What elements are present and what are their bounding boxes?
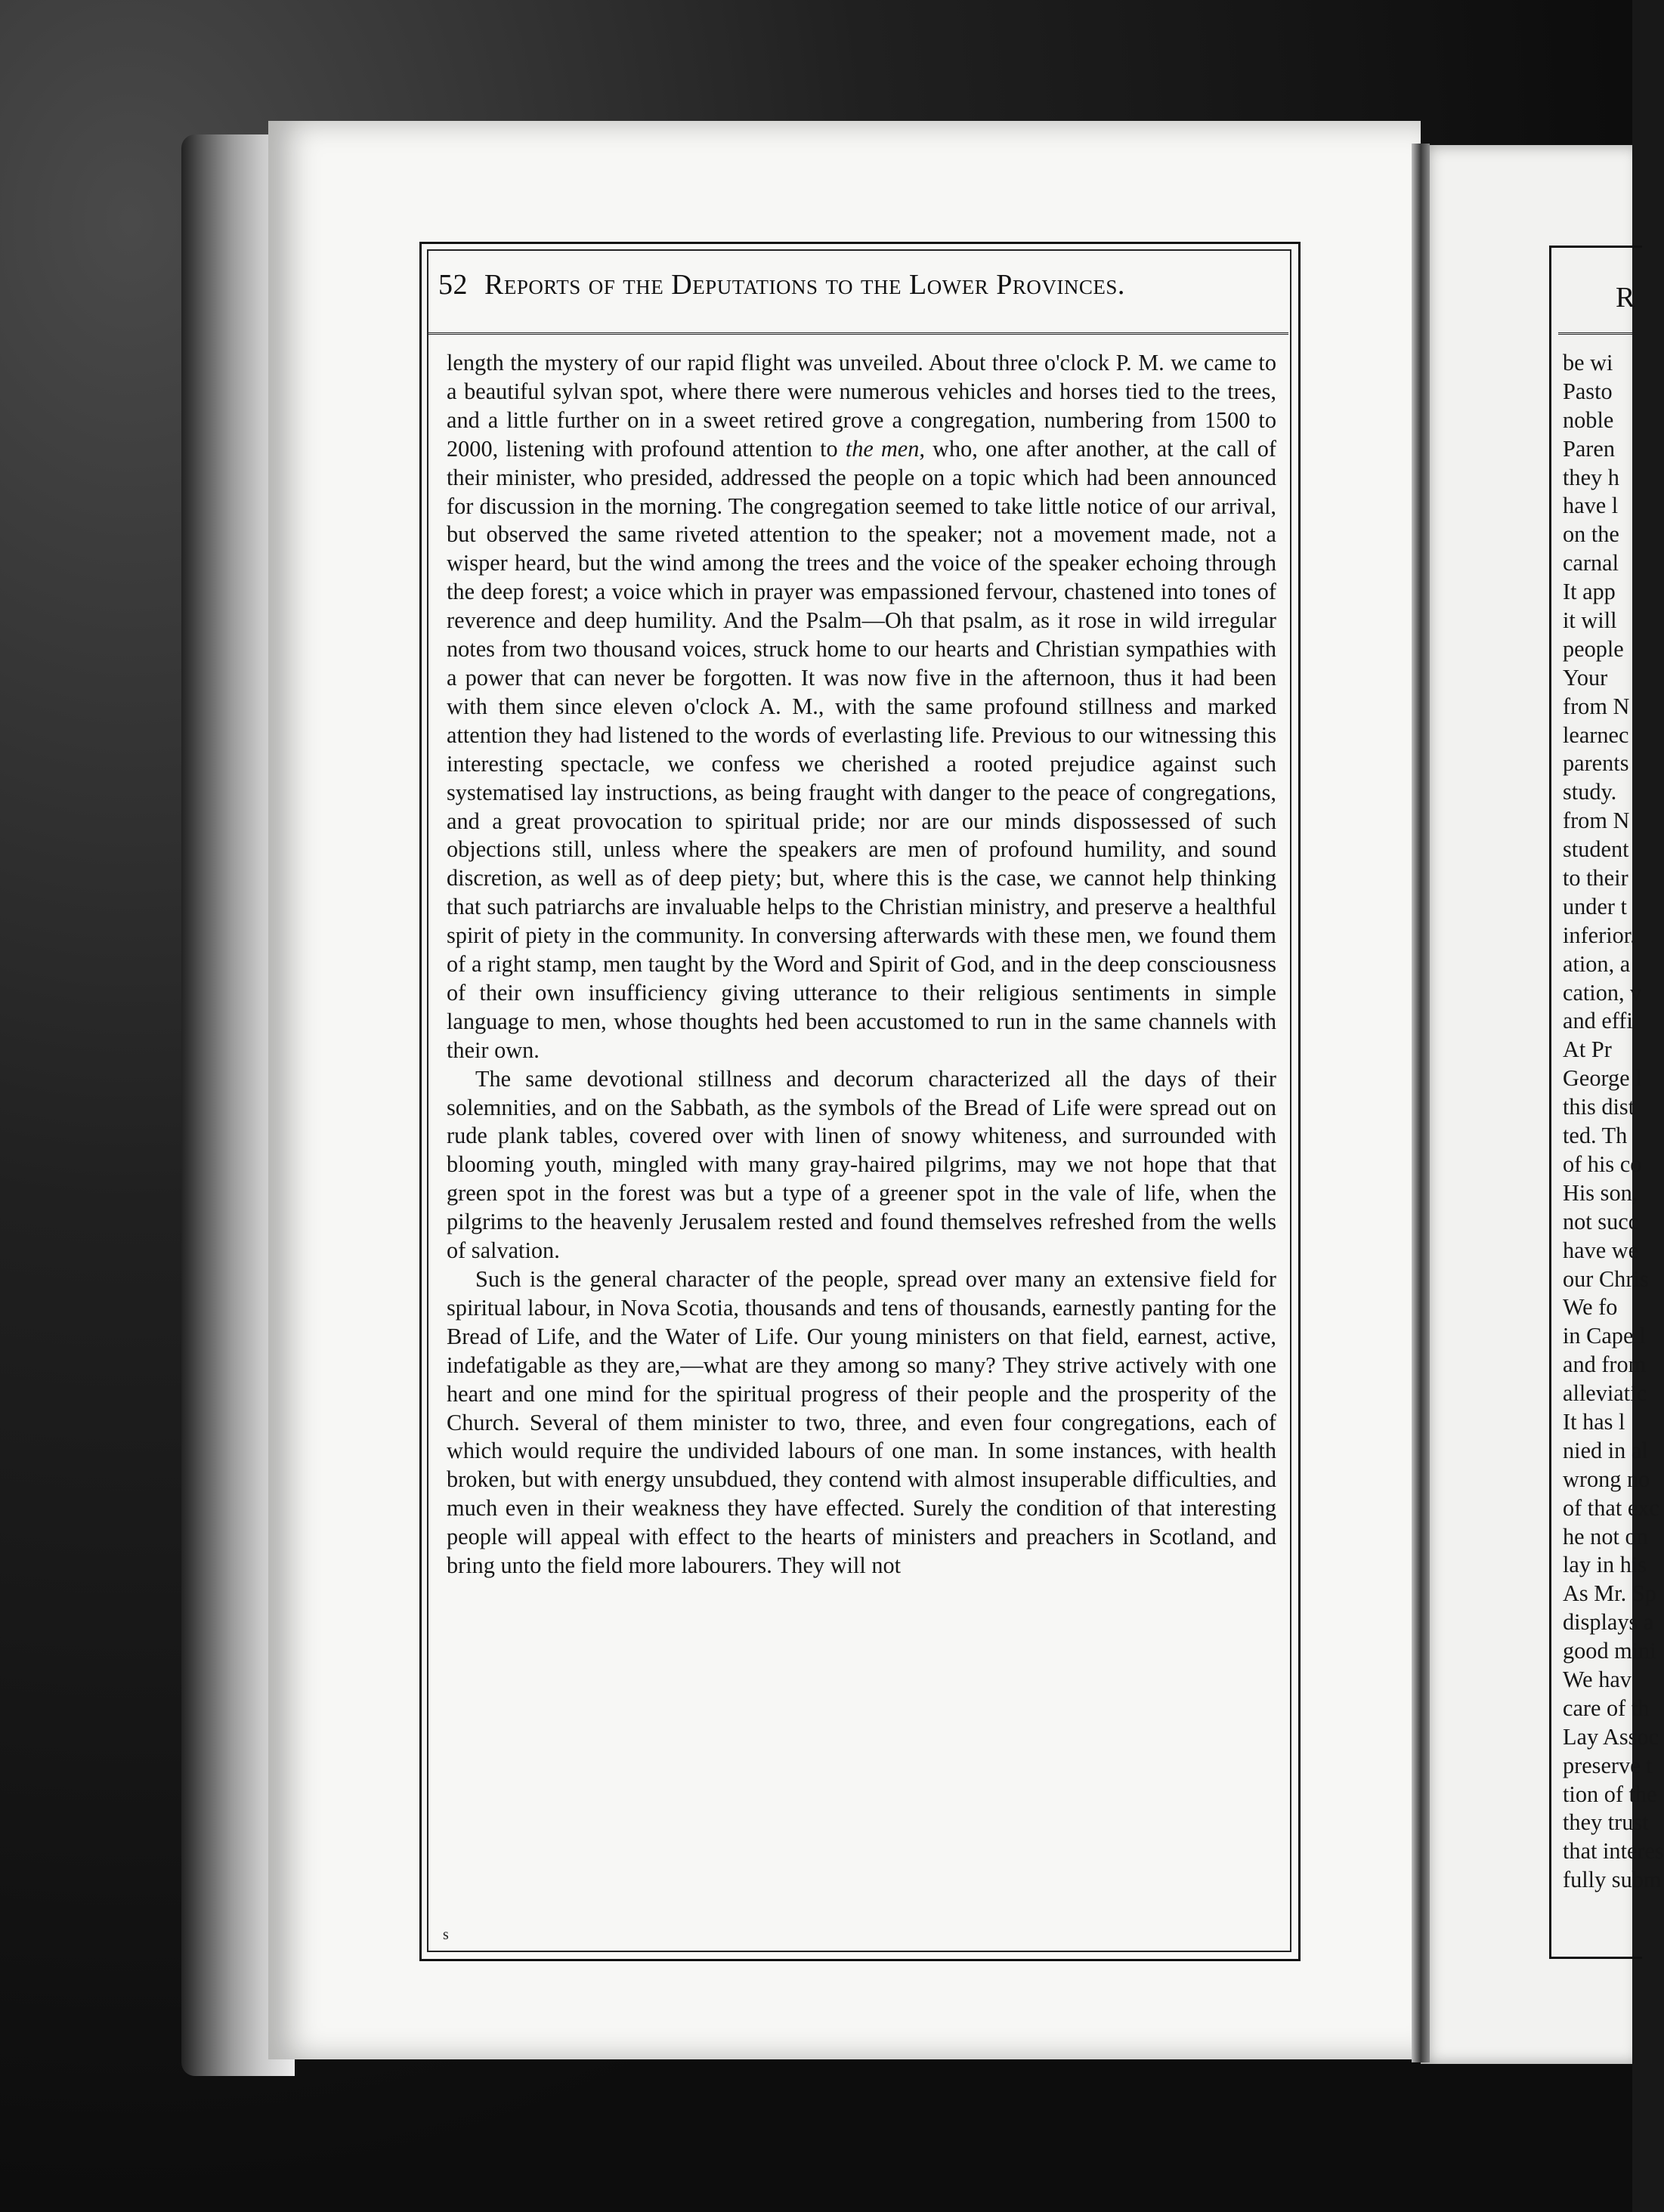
text-run: length the mystery of our rapid flight was unveiled. About three o'clock P. M. we came to a beautiful sylvan spot, where there were numerous vehicles and horses tied to the trees, and a little further on in a sweet retired grove a congregation, numbering from 1500 to 2000, listening with profound attention to <box>447 350 1276 462</box>
right-page-line: His son, <box>1563 1179 1638 1206</box>
italic-text: the men, <box>845 435 925 462</box>
right-page-line: have we <box>1563 1237 1639 1263</box>
right-page-line: they h <box>1563 464 1619 490</box>
running-head <box>438 268 1277 314</box>
paragraph <box>447 1065 1276 1265</box>
right-page-line: noble <box>1563 406 1614 433</box>
right-page-line: this dist <box>1563 1094 1635 1120</box>
right-page-line: be wi <box>1563 350 1613 375</box>
right-page-line: tion of the <box>1563 1781 1657 1807</box>
right-page-line: they trust <box>1563 1809 1649 1836</box>
page-number: 52 <box>438 269 468 301</box>
right-page-line: carnal <box>1563 550 1619 576</box>
running-title: Reports of the Deputations to the Lower Provinces. <box>484 269 1125 301</box>
right-page-line: preserve t <box>1563 1752 1653 1778</box>
right-page-line: not succ <box>1563 1208 1639 1234</box>
right-page-line: lay in his <box>1563 1552 1647 1578</box>
right-page-line: parents <box>1563 750 1629 777</box>
right-page-line: cation, v <box>1563 979 1642 1006</box>
right-page-line: learnec <box>1563 721 1629 748</box>
right-header-rule <box>1558 332 1632 335</box>
right-page-line: We fo <box>1563 1294 1618 1321</box>
text-run: The same devotional stillness and decorum characterized all the days of their solemnities, and on the Sabbath, as the symbols of the Bread of Life were spread out on rude plank tables, covered over with linen of snowy whiteness, and surrounded with blooming youth, mingled with many gray-haired pilgrims, may we not hope that that green spot in the forest was but a type of a greener spot in the vale of life, when the pilgrims to the heavenly Jerusalem rested and found themselves refreshed from the wells of salvation. <box>447 1065 1276 1264</box>
right-page-line: from N <box>1563 808 1630 834</box>
paragraph <box>447 1265 1276 1580</box>
right-page-line: and effi <box>1563 1008 1633 1034</box>
right-page-line: As Mr. Sp <box>1563 1580 1656 1607</box>
right-page-text <box>1563 349 1664 1895</box>
right-page-line: nied in al <box>1563 1437 1648 1463</box>
text-run: Such is the general character of the people, spread over many an extensive field for spiritual labour, in Nova Scotia, thousands and tens of thousands, earnestly panting for the Bread of Life, and the Water of Life. Our young ministers on that field, earnest, active, indefatigable as they are,—what are they among so many? They strive actively with one heart and one mind for the spiritual progress of their people and the prosperity of the Church. Several of them minister to two, three, and even four congregations, each of which would require the undivided labours of one man. In some instances, with health broken, but with energy unsubdued, they contend with almost insuperable difficulties, and much even in their weakness they have effected. Surely the condition of that interesting people will appeal with effect to the hearts of ministers and preachers in Scotland, and bring unto the field more labourers. They will not <box>447 1266 1276 1579</box>
right-running-head: R <box>1616 282 1635 314</box>
right-page-line: under t <box>1563 893 1627 919</box>
right-page-line: It has l <box>1563 1408 1625 1435</box>
right-page-line: and from <box>1563 1352 1647 1378</box>
right-page-line: it will <box>1563 607 1617 634</box>
right-page-line: he not on <box>1563 1523 1648 1549</box>
right-page-line: We hav <box>1563 1666 1632 1692</box>
right-page-line: people <box>1563 635 1624 662</box>
footer-mark: s <box>443 1926 449 1943</box>
right-page-line: fully subm <box>1563 1867 1662 1893</box>
right-page-line: ted. Th <box>1563 1123 1628 1149</box>
right-page-line: Lay Assoc <box>1563 1723 1659 1750</box>
right-page-line: have l <box>1563 493 1619 519</box>
text-run: who, one after another, at the call of their minister, who presided, addressed the people on a topic which had been announced for discussion in the morning. The congregation seemed to take little notice of our arrival, but observed the same riveted attention to the speaker; not a movement made, not a wisper heard, but the wind among the trees and the voice of the speaker echoing through the deep forest; a voice which in prayer was empassioned fervour, chastened into tones of reverence and deep humility. And the Psalm—Oh that psalm, as it rose in wild irregular notes from two thousand voices, struck home to our hearts and Christian sympathies with a power that can never be forgotten. It was now five in the afternoon, thus it had been with them since eleven o'clock A. M., with the same profound stillness and marked attention they had listened to the words of everlasting life. Previous to our witnessing this interesting spectacle, we confess we cherished a rooted prejudice against such systematised lay instructions, as being fraught with danger to the peace of congregations, and a great provocation to spiritual pride; nor are our minds dispossessed of such objections still, unless where the speakers are men of profound humility, and sound discretion, as well as of deep piety; but, where this is the case, we cannot help thinking that such patriarchs are invaluable helps to the Christian ministry, and preserve a healthful spirit of piety in the community. In conversing afterwards with these men, we found them of a right stamp, men taught by the Word and Spirit of God, and in the deep consciousness of their own insufficiency giving utterance to their religious sentiments in simple language to men, whose thoughts hed been accustomed to run in the same channels with their own. <box>447 435 1276 1063</box>
right-page-line: student <box>1563 836 1629 863</box>
right-page-line: wrong no <box>1563 1466 1650 1492</box>
right-page-line: displays a <box>1563 1609 1654 1636</box>
right-page-line: George l <box>1563 1065 1642 1092</box>
header-rule <box>427 332 1288 335</box>
right-page-line: At Pr <box>1563 1036 1612 1063</box>
right-page-line: of his co <box>1563 1151 1642 1177</box>
right-page-line: study. <box>1563 779 1617 805</box>
right-page-line: inferior. <box>1563 922 1636 948</box>
right-page-line: alleviatic <box>1563 1380 1647 1407</box>
right-page-line: of that exc <box>1563 1494 1659 1521</box>
right-page-line: to their <box>1563 865 1628 891</box>
right-page-line: that interes <box>1563 1838 1664 1864</box>
body-text <box>447 349 1276 1580</box>
right-page-line: Pasto <box>1563 378 1613 404</box>
right-page-line: It app <box>1563 579 1616 605</box>
right-page-line: from N <box>1563 693 1630 719</box>
right-page-line: on the <box>1563 521 1619 548</box>
right-page-line: Paren <box>1563 435 1615 462</box>
right-page-line: Your <box>1563 664 1608 690</box>
paragraph <box>447 349 1276 1065</box>
right-page-line: good mini <box>1563 1638 1656 1664</box>
right-page-line: care of th <box>1563 1695 1650 1721</box>
right-page-line: in Cape l <box>1563 1323 1646 1349</box>
right-page-line: our Chris <box>1563 1265 1649 1292</box>
book-gutter <box>1412 144 1430 2062</box>
right-page-line: ation, a <box>1563 950 1631 977</box>
